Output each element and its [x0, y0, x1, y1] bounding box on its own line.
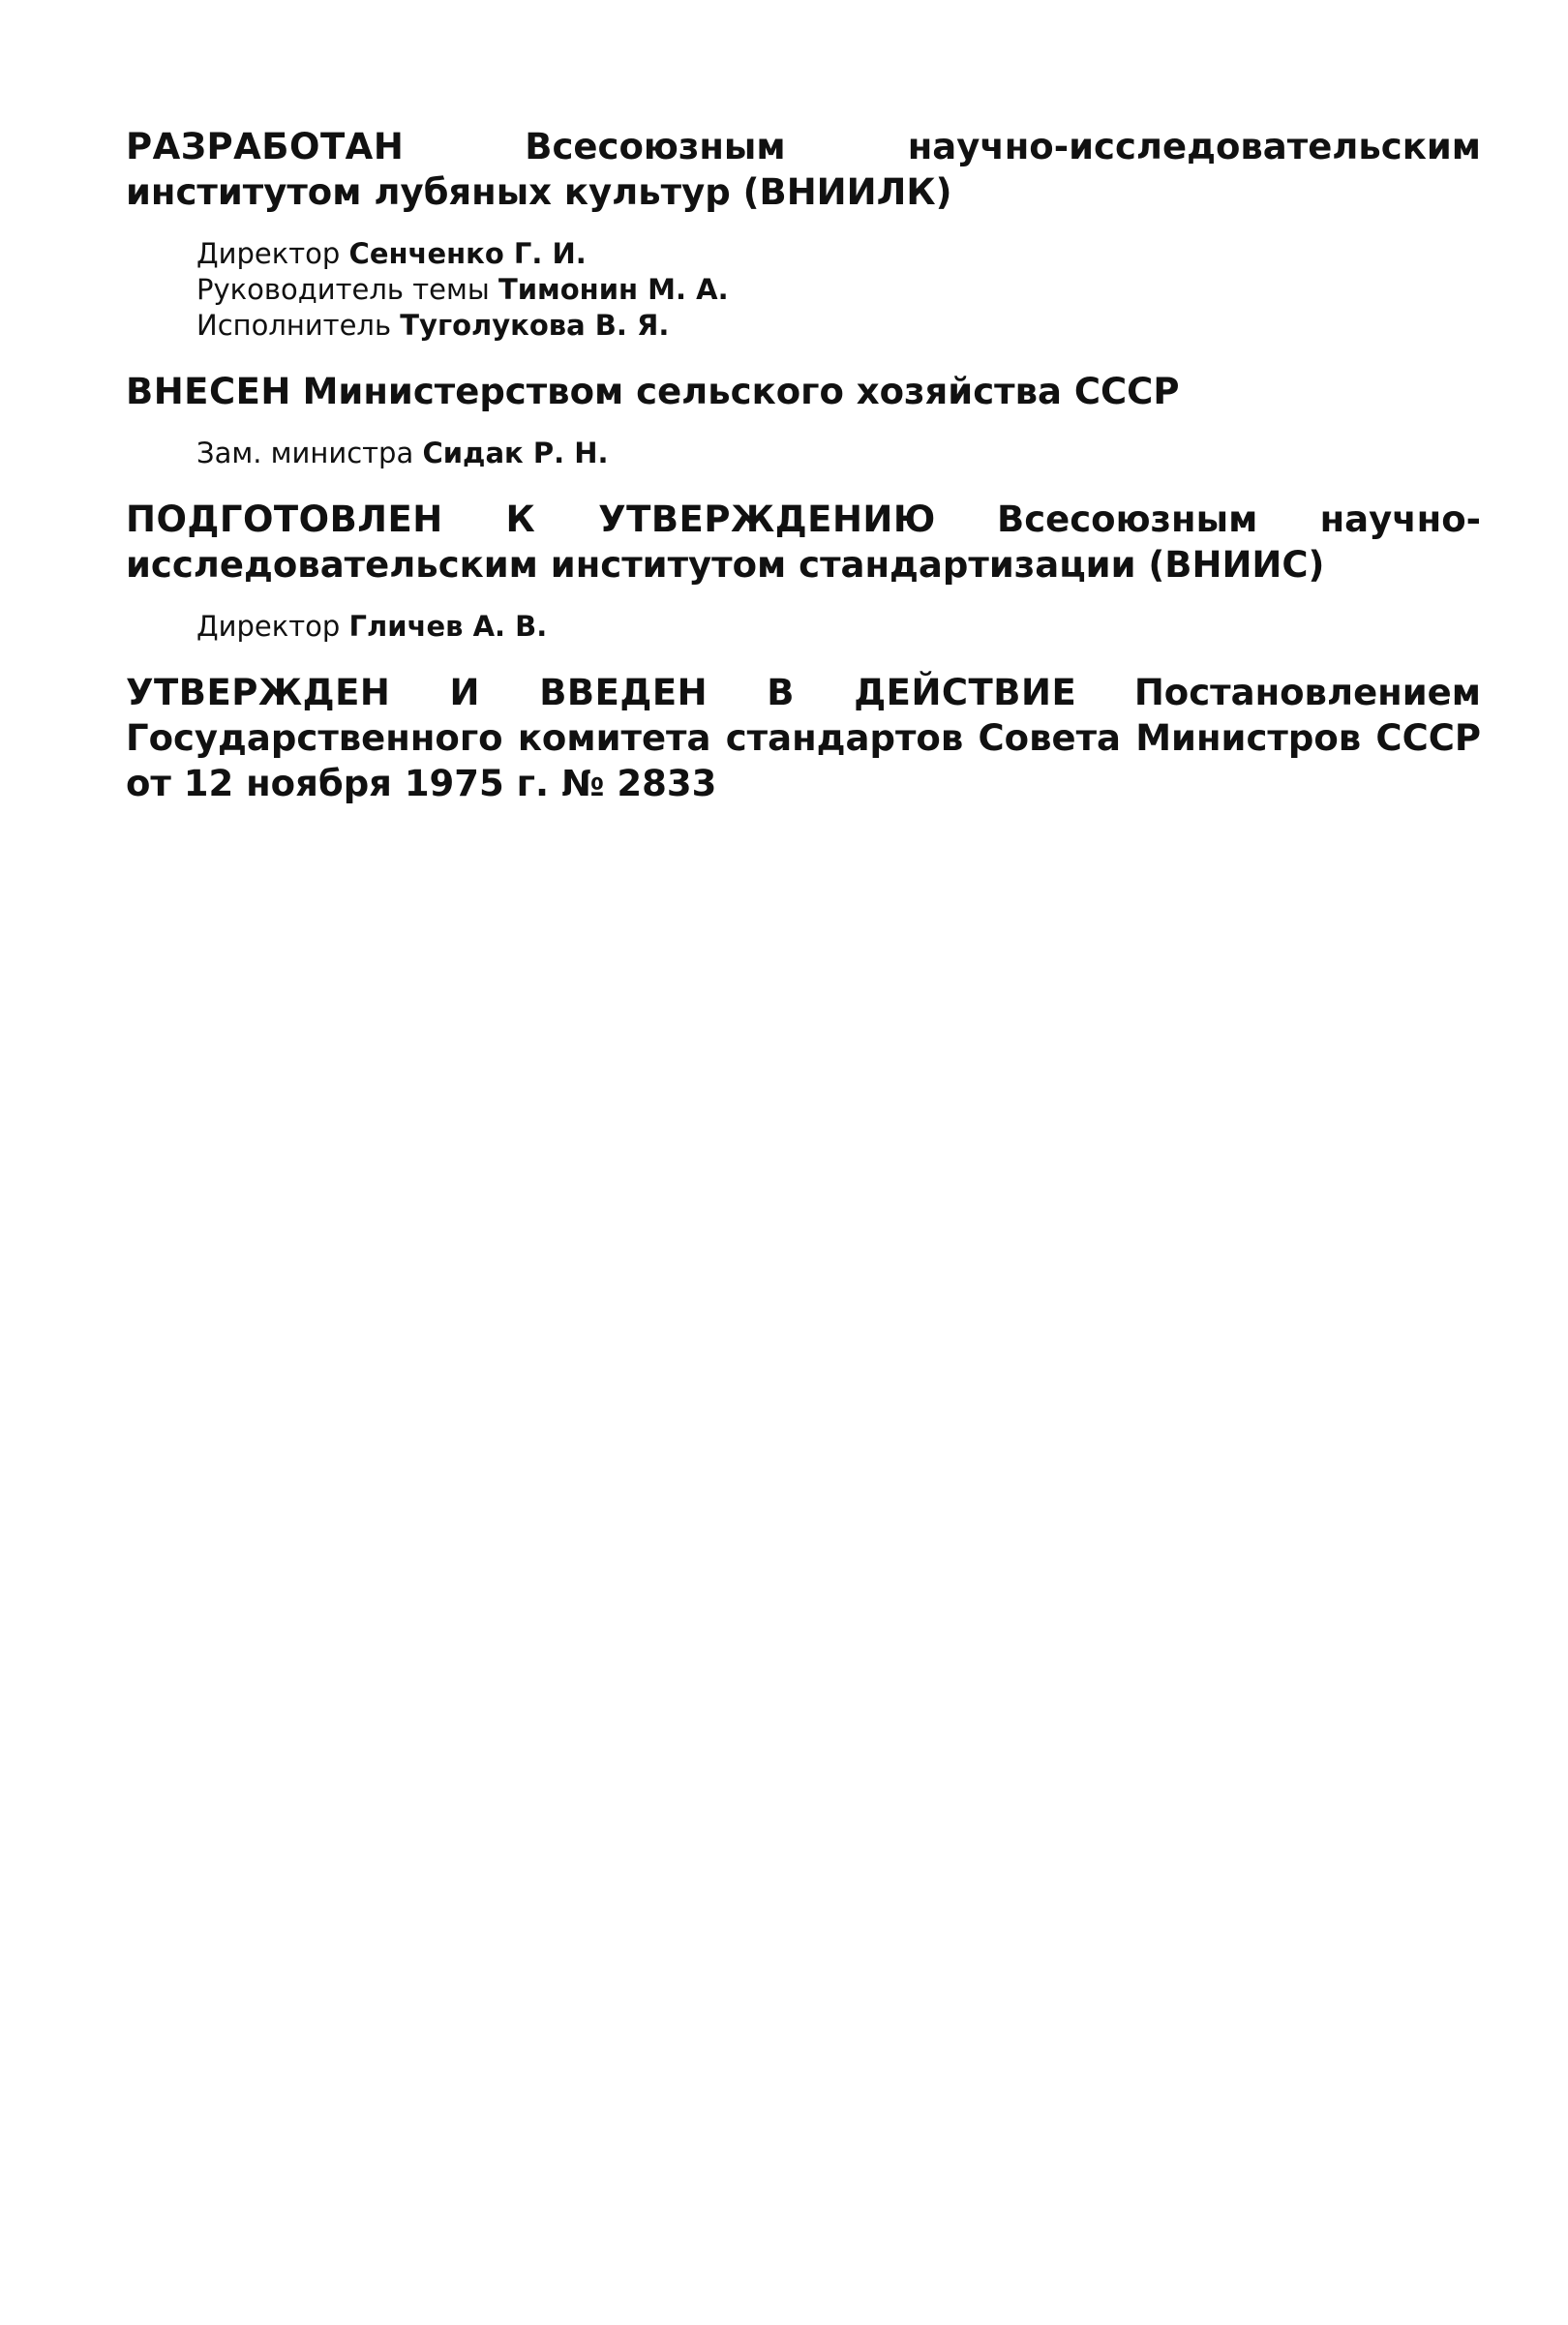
person-role: Исполнитель — [196, 309, 392, 342]
person-name: Туголукова В. Я. — [400, 309, 670, 342]
section-approved — [126, 670, 1481, 806]
person-role: Зам. министра — [196, 437, 414, 469]
section-introduced — [126, 369, 1481, 414]
people-list — [126, 236, 1481, 344]
person-role: Руководитель темы — [196, 273, 490, 306]
section-text: Всесоюзным научно-исследовательским институтом стандартизации (ВНИИС) — [126, 498, 1481, 586]
person-line — [196, 609, 1481, 645]
document-content — [126, 124, 1481, 806]
section-prepared — [126, 497, 1481, 588]
person-line — [196, 436, 1481, 471]
people-list — [126, 609, 1481, 645]
section-lead: РАЗРАБОТАН — [126, 126, 405, 167]
people-list — [126, 436, 1481, 471]
section-text: Всесоюзным научно-исследовательским институтом лубяных культур (ВНИИЛК) — [126, 126, 1481, 213]
section-lead: ПОДГОТОВЛЕН К УТВЕРЖДЕНИЮ — [126, 498, 936, 540]
person-name: Сенченко Г. И. — [348, 237, 587, 270]
person-name: Тимонин М. А. — [498, 273, 729, 306]
section-developed — [126, 124, 1481, 215]
section-lead: ВНЕСЕН — [126, 371, 291, 412]
person-role: Директор — [196, 610, 341, 643]
section-text: Постановлением Государственного комитета стандартов Совета Министров СССР от 12 ноября 1975 г. № 2833 — [126, 672, 1481, 804]
person-role: Директор — [196, 237, 341, 270]
person-name: Сидак Р. Н. — [422, 437, 609, 469]
person-line — [196, 236, 1481, 272]
person-line — [196, 308, 1481, 344]
person-name: Гличев А. В. — [348, 610, 548, 643]
person-line — [196, 272, 1481, 308]
section-lead: УТВЕРЖДЕН И ВВЕДЕН В ДЕЙСТВИЕ — [126, 672, 1077, 713]
section-text: Министерством сельского хозяйства СССР — [302, 371, 1180, 412]
